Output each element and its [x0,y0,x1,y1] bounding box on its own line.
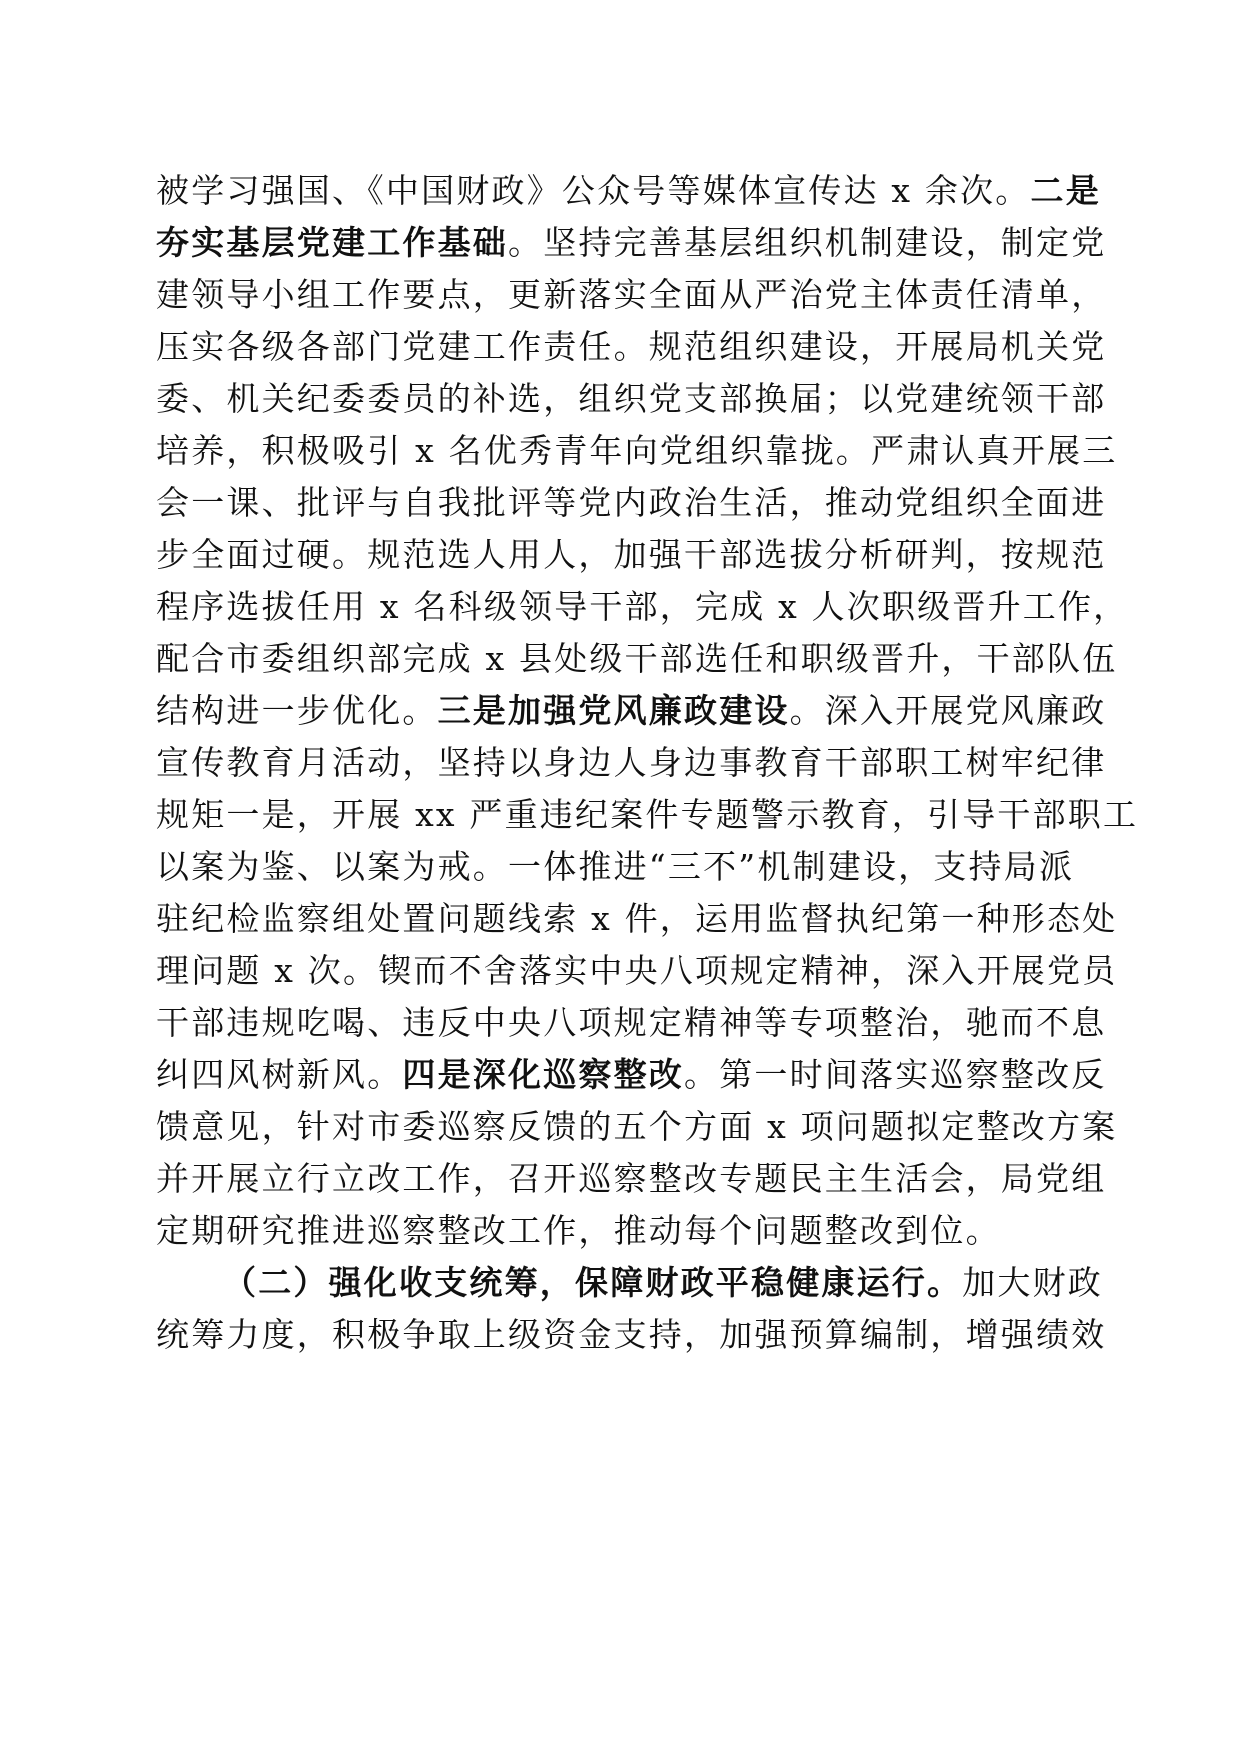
text-line: 并开展立行立改工作，召开巡察整改专题民主生活会，局党组 [156,1159,1107,1198]
text-line: 干部违规吃喝、违反中央八项规定精神等专项整治，驰而不息 [156,1003,1107,1042]
text-line: 委、机关纪委委员的补选，组织党支部换届；以党建统领干部 [156,379,1107,418]
text-line: 程序选拔任用 x 名科级领导干部，完成 x 人次职级晋升工作， [156,587,1129,626]
bold-heading: 四是深化巡察整改 [402,1055,685,1094]
text-line: 步全面过硬。规范选人用人，加强干部选拔分析研判，按规范 [156,535,1107,574]
text-line: 规矩一是，开展 xx 严重违纪案件专题警示教育，引导干部职工 [156,795,1139,834]
text-line: 会一课、批评与自我批评等党内政治生活，推动党组织全面进 [156,483,1107,522]
text-line: 被学习强国、《中国财政》公众号等媒体宣传达 x 余次。二是 [156,171,1101,210]
section-heading: （二）强化收支统筹，保障财政平稳健康运行。 [223,1263,963,1302]
bold-heading: 三是加强党风廉政建设 [437,691,790,730]
text-line: 以案为鉴、以案为戒。一体推进“三不”机制建设，支持局派 [156,847,1075,886]
text-line: 驻纪检监察组处置问题线索 x 件，运用监督执纪第一种形态处 [156,899,1118,938]
section-heading-line: （二）强化收支统筹，保障财政平稳健康运行。加大财政 [223,1263,1104,1302]
text-line: 结构进一步优化。三是加强党风廉政建设。深入开展党风廉政 [156,691,1107,730]
text-line: 夯实基层党建工作基础。坚持完善基层组织机制建设，制定党 [156,223,1107,262]
text-line: 配合市委组织部完成 x 县处级干部选任和职级晋升，干部队伍 [156,639,1118,678]
text-line: 培养，积极吸引 x 名优秀青年向党组织靠拢。严肃认真开展三 [156,431,1118,470]
text-line: 馈意见，针对市委巡察反馈的五个方面 x 项问题拟定整改方案 [156,1107,1118,1146]
text-line: 统筹力度，积极争取上级资金支持，加强预算编制，增强绩效 [156,1315,1107,1354]
text-line: 理问题 x 次。锲而不舍落实中央八项规定精神，深入开展党员 [156,951,1118,990]
text-line: 建领导小组工作要点，更新落实全面从严治党主体责任清单， [156,275,1107,314]
text-line: 压实各级各部门党建工作责任。规范组织建设，开展局机关党 [156,327,1107,366]
text-line: 定期研究推进巡察整改工作，推动每个问题整改到位。 [156,1211,1001,1250]
bold-heading: 二是 [1030,171,1101,210]
text-line: 纠四风树新风。四是深化巡察整改。第一时间落实巡察整改反 [156,1055,1107,1094]
bold-heading: 夯实基层党建工作基础 [156,223,508,262]
text-line: 宣传教育月活动，坚持以身边人身边事教育干部职工树牢纪律 [156,743,1107,782]
